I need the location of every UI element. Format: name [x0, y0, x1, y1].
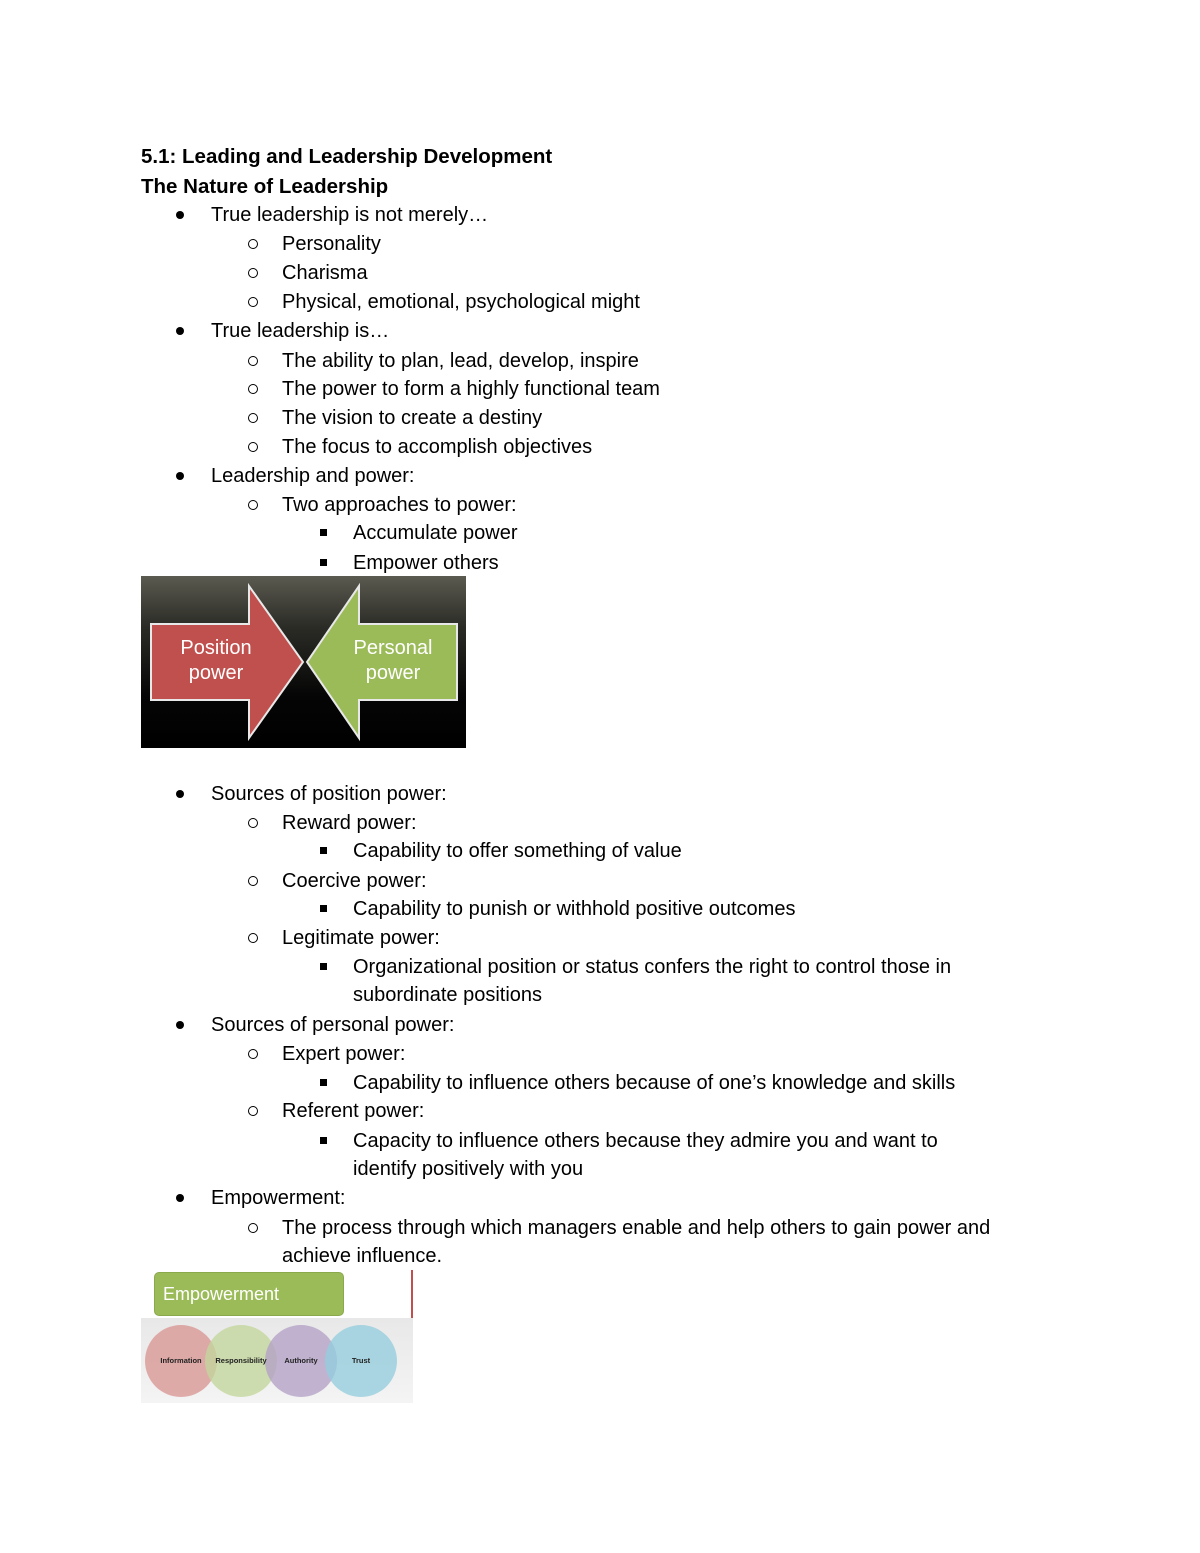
circle-label: Information	[160, 1356, 202, 1365]
list-item: Referent power:	[282, 1100, 425, 1122]
position-power-label: Position power	[180, 637, 252, 684]
list-item: The vision to create a destiny	[282, 407, 543, 429]
list-item: The power to form a highly functional team	[282, 378, 660, 400]
list-item: Capacity to influence others because they admire you and want to	[353, 1130, 938, 1152]
list-item: True leadership is not merely…	[211, 204, 489, 226]
list-item: Personality	[282, 233, 381, 255]
list-item: Capability to offer something of value	[353, 840, 682, 862]
list-item: Legitimate power:	[282, 927, 440, 949]
list-item: Accumulate power	[353, 522, 518, 544]
circle-label: Trust	[351, 1356, 371, 1365]
list-item: Leadership and power:	[211, 465, 415, 487]
empowerment-figure	[141, 1270, 413, 1403]
list-item: Charisma	[282, 262, 368, 284]
list-item: Two approaches to power:	[282, 494, 517, 516]
personal-power-label: Personal power	[353, 637, 433, 684]
list-item: Reward power:	[282, 812, 417, 834]
list-item-continuation: identify positively with you	[353, 1158, 584, 1180]
list-item: True leadership is…	[211, 320, 390, 342]
list-item-continuation: subordinate positions	[353, 984, 543, 1006]
list-item: The ability to plan, lead, develop, inspire	[282, 350, 639, 372]
list-item: Empower others	[353, 552, 499, 574]
list-item: The process through which managers enable and help others to gain power and	[282, 1217, 991, 1239]
list-item: Organizational position or status confers the right to control those in	[353, 956, 952, 978]
circle-label: Authority	[284, 1356, 318, 1365]
list-item: Empowerment:	[211, 1187, 346, 1209]
divider	[341, 1270, 413, 1318]
list-item: Expert power:	[282, 1043, 406, 1065]
list-item-continuation: achieve influence.	[282, 1245, 443, 1267]
list-item: Sources of position power:	[211, 783, 447, 805]
circle-label: Responsibility	[215, 1356, 267, 1365]
list-item: Coercive power:	[282, 870, 427, 892]
section-heading: The Nature of Leadership	[141, 175, 389, 198]
list-item: The focus to accomplish objectives	[282, 436, 593, 458]
page-title: 5.1: Leading and Leadership Development	[141, 145, 553, 168]
power-arrows-figure	[141, 576, 466, 748]
empowerment-title: Empowerment	[163, 1284, 280, 1304]
list-item: Capability to punish or withhold positive outcomes	[353, 898, 796, 920]
list-item: Physical, emotional, psychological might	[282, 291, 640, 313]
list-item: Capability to influence others because of one’s knowledge and skills	[353, 1072, 956, 1094]
list-item: Sources of personal power:	[211, 1014, 455, 1036]
